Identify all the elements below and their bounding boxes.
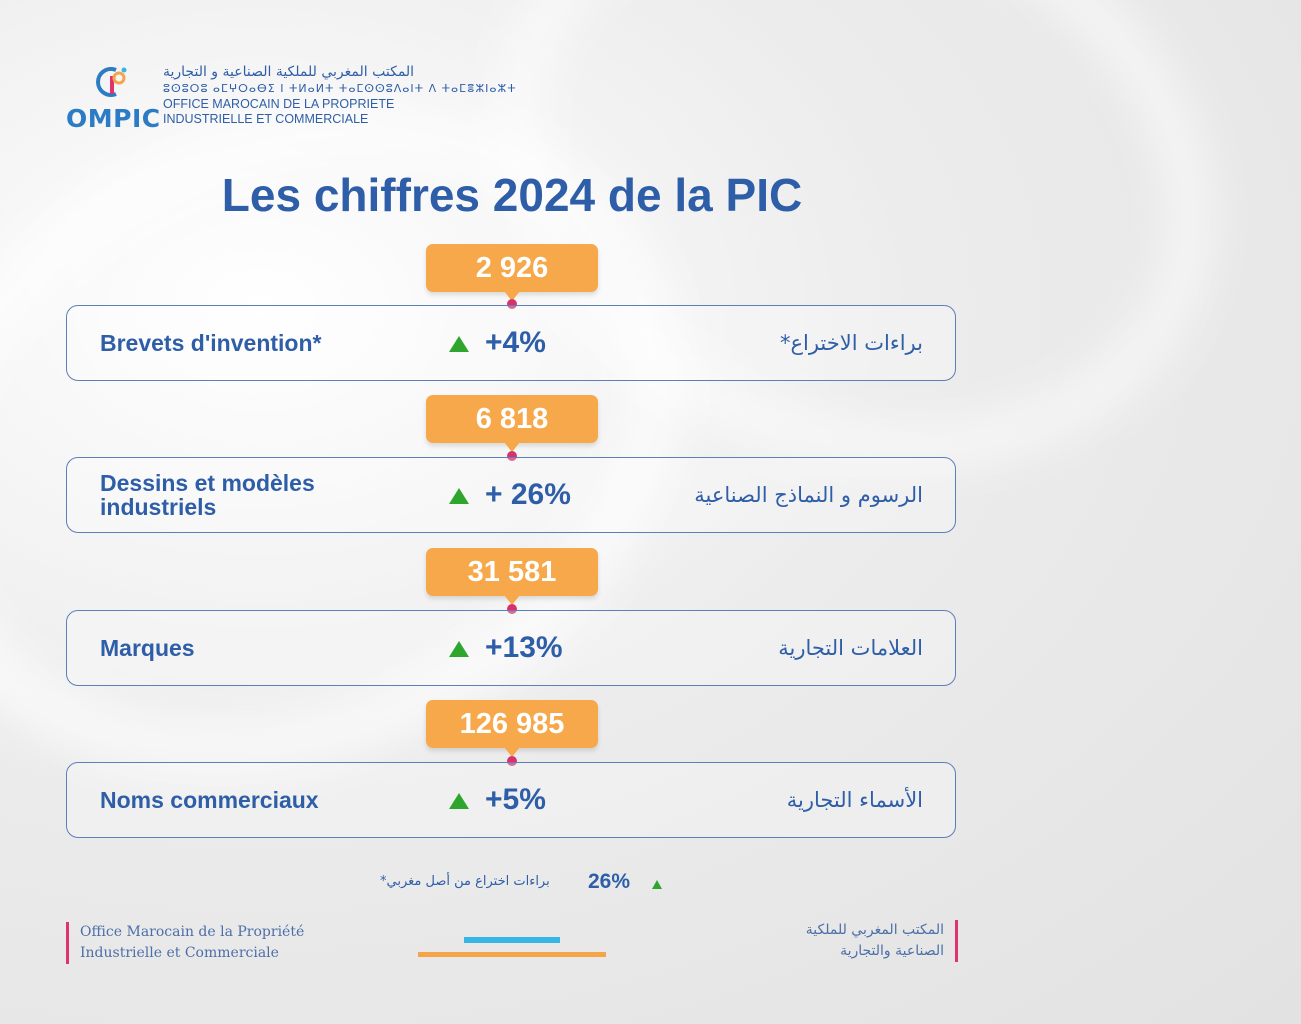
footer-org-french xyxy=(66,922,304,964)
stat-row-marques xyxy=(66,610,956,686)
up-arrow-icon xyxy=(449,641,469,657)
change-percent: +13% xyxy=(485,631,563,664)
label-french: Noms commerciaux xyxy=(100,787,319,813)
organization-name xyxy=(163,64,517,127)
logo-text: OMPIC xyxy=(66,104,161,133)
count-badge: 31 581 xyxy=(426,548,598,596)
change-percent: +4% xyxy=(485,326,546,359)
up-arrow-icon xyxy=(652,880,662,889)
footer-ar-line1: المكتب المغربي للملكية xyxy=(805,922,944,938)
label-french: Marques xyxy=(100,635,195,661)
footer-fr-line2: Industrielle et Commerciale xyxy=(80,945,279,961)
count-badge: 126 985 xyxy=(426,700,598,748)
footnote xyxy=(380,872,670,896)
change-percent: + 26% xyxy=(485,478,571,511)
org-name-french-line1: OFFICE MAROCAIN DE LA PROPRIETE xyxy=(163,97,395,111)
footer-org-arabic xyxy=(806,920,958,962)
org-name-french-line2: INDUSTRIELLE ET COMMERCIALE xyxy=(163,112,369,126)
count-badge: 6 818 xyxy=(426,395,598,443)
decorative-line xyxy=(418,952,606,957)
ompic-logo-icon xyxy=(92,64,128,100)
stat-row-brevets xyxy=(66,305,956,381)
label-arabic: الأسماء التجارية xyxy=(786,788,923,812)
label-french: Dessins et modèles industriels xyxy=(100,470,315,520)
footnote-percent: 26% xyxy=(588,870,631,893)
change-percent: +5% xyxy=(485,783,546,816)
footer-ar-line2: الصناعية والتجارية xyxy=(840,943,944,959)
stat-row-noms xyxy=(66,762,956,838)
up-arrow-icon xyxy=(449,793,469,809)
footer-fr-line1: Office Marocain de la Propriété xyxy=(80,924,305,940)
up-arrow-icon xyxy=(449,488,469,504)
decorative-line xyxy=(464,937,560,943)
label-french: Brevets d'invention* xyxy=(100,330,322,356)
org-name-arabic: المكتب المغربي للملكية الصناعية و التجارية xyxy=(163,64,415,80)
page-title: Les chiffres 2024 de la PIC xyxy=(221,169,803,221)
label-arabic: الرسوم و النماذج الصناعية xyxy=(694,483,923,507)
label-arabic: العلامات التجارية xyxy=(778,636,923,660)
label-arabic: براءات الاختراع* xyxy=(779,331,923,355)
footnote-text-arabic: براءات اختراع من أصل مغربي* xyxy=(380,874,550,889)
ompic-logo xyxy=(66,64,161,136)
org-name-tifinagh: ⵓⵙⵓⵔⵓ ⴰⵎⵖⵔⴰⴱⵉ ⵏ ⵜⵍⴰⵍⵜ ⵜⴰⵎⵙⵙⵓⴷⴰⵏⵜ ⴷ ⵜⴰⵎⴻⵣⵏⴰⵣⵜ xyxy=(163,82,517,95)
stat-row-dessins xyxy=(66,457,956,533)
up-arrow-icon xyxy=(449,336,469,352)
count-badge: 2 926 xyxy=(426,244,598,292)
